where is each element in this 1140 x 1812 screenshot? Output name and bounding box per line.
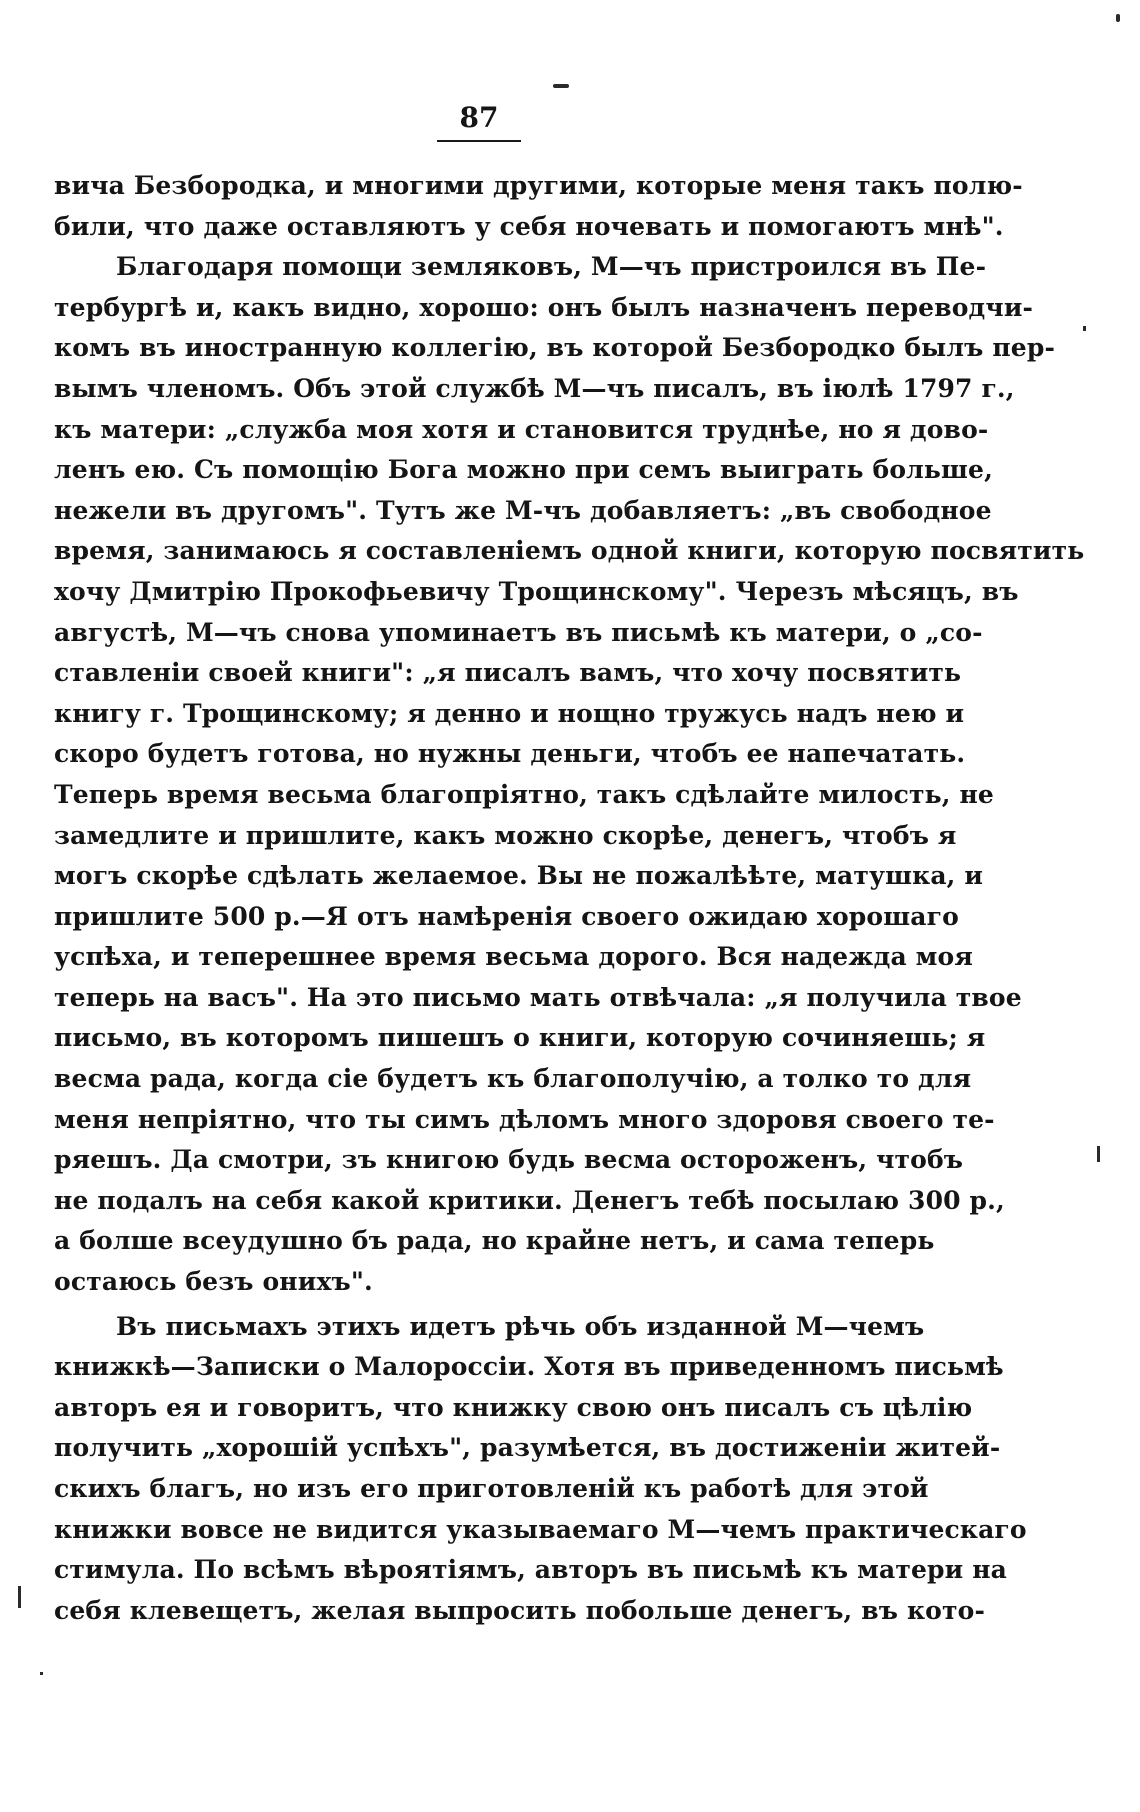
text-line: скихъ благъ, но изъ его приготовленій къ работѣ для этой bbox=[54, 1474, 929, 1503]
text-line: письмо, въ которомъ пишешъ о книги, которую сочиняешь; я bbox=[54, 1023, 986, 1053]
text-line: Благодаря помощи земляковъ, М—чъ пристроился въ Пе- bbox=[116, 252, 987, 282]
text-line: а болше всеудушно бъ рада, но крайне нетъ, и сама теперь bbox=[54, 1226, 935, 1256]
text-line: ставленіи своей книги": „я писалъ вамъ, что хочу посвятить bbox=[54, 658, 962, 688]
text-line: августѣ, М—чъ снова упоминаетъ въ письмѣ къ матери, о „со- bbox=[54, 617, 983, 647]
body-text bbox=[54, 166, 1085, 1631]
text-line: успѣха, и теперешнее время весьма дорого. Вся надежда моя bbox=[54, 942, 973, 972]
page-number: 87 bbox=[459, 101, 499, 134]
text-line: себя клевещетъ, желая выпросить побольше денегъ, въ кото- bbox=[54, 1595, 985, 1625]
text-line: били, что даже оставляютъ у себя ночевать и помогаютъ мнѣ". bbox=[54, 211, 1004, 241]
scan-speck bbox=[1116, 14, 1120, 22]
text-line: книжкѣ—Записки о Малороссіи. Хотя въ приведенномъ письмѣ bbox=[54, 1352, 1004, 1382]
text-line: замедлите и пришлите, какъ можно скорѣе, денегъ, чтобъ я bbox=[54, 820, 957, 850]
scan-speck bbox=[18, 1586, 21, 1608]
text-line: получить „хорошій успѣхъ", разумѣется, въ достиженіи житей- bbox=[54, 1433, 1001, 1463]
text-line: не подалъ на себя какой критики. Денегъ тебѣ посылаю 300 р., bbox=[54, 1185, 1005, 1215]
text-line: авторъ ея и говоритъ, что книжку свою онъ писалъ съ цѣлію bbox=[54, 1392, 973, 1422]
text-line: весма рада, когда сіе будетъ къ благополучію, а толко то для bbox=[54, 1064, 972, 1094]
text-line: остаюсь безъ онихъ". bbox=[54, 1267, 373, 1297]
page-number-rule bbox=[437, 140, 521, 142]
text-line: тербургѣ и, какъ видно, хорошо: онъ былъ назначенъ переводчи- bbox=[54, 292, 1034, 322]
text-line: ленъ ею. Съ помощію Бога можно при семъ выиграть больше, bbox=[54, 455, 993, 485]
text-line: вымъ членомъ. Объ этой службѣ М—чъ писалъ, въ іюлѣ 1797 г., bbox=[54, 373, 1015, 403]
text-line: къ матери: „служба моя хотя и становится труднѣе, но я дово- bbox=[54, 414, 989, 444]
text-line: ряешъ. Да смотри, зъ книгою будь весма остороженъ, чтобъ bbox=[54, 1145, 964, 1175]
text-line: вича Безбородка, и многими другими, которые меня такъ полю- bbox=[54, 171, 1023, 200]
scan-speck bbox=[553, 84, 569, 88]
paragraph-1 bbox=[54, 166, 1023, 247]
text-line: Теперь время весьма благопріятно, такъ сдѣлайте милость, не bbox=[54, 779, 994, 809]
paragraph-2 bbox=[54, 247, 1085, 1302]
text-line: могъ скорѣе сдѣлать желаемое. Вы не пожалѣѣте, матушка, и bbox=[54, 861, 984, 891]
scan-speck bbox=[1097, 1146, 1100, 1162]
paragraph-3 bbox=[54, 1307, 1027, 1632]
text-line: скоро будетъ готова, но нужны деньги, чтобъ ее напечатать. bbox=[54, 739, 966, 769]
scan-speck bbox=[1083, 326, 1086, 331]
text-line: стимула. По всѣмъ вѣроятіямъ, авторъ въ письмѣ къ матери на bbox=[54, 1555, 1007, 1585]
text-line: нежели въ другомъ". Тутъ же М-чъ добавляетъ: „въ свободное bbox=[54, 495, 992, 525]
text-line: хочу Дмитрію Прокофьевичу Трощинскому". Черезъ мѣсяцъ, въ bbox=[54, 576, 1019, 606]
text-line: комъ въ иностранную коллегію, въ которой Безбородко былъ пер- bbox=[54, 333, 1055, 363]
text-line: книжки вовсе не видится указываемаго М—чемъ практическаго bbox=[54, 1514, 1027, 1544]
text-line: пришлите 500 р.—Я отъ намѣренія своего ожидаю хорошаго bbox=[54, 901, 959, 931]
text-line: меня непріятно, что ты симъ дѣломъ много здоровя своего те- bbox=[54, 1104, 995, 1134]
text-line: время, занимаюсь я составленіемъ одной книги, которую посвятить bbox=[54, 536, 1085, 566]
scan-speck bbox=[40, 1672, 43, 1675]
text-line: Въ письмахъ этихъ идетъ рѣчь объ изданной М—чемъ bbox=[116, 1311, 925, 1341]
text-line: книгу г. Трощинскому; я денно и нощно тружусь надъ нею и bbox=[54, 698, 965, 728]
text-line: теперь на васъ". На это письмо мать отвѣчала: „я получила твое bbox=[54, 982, 1022, 1012]
